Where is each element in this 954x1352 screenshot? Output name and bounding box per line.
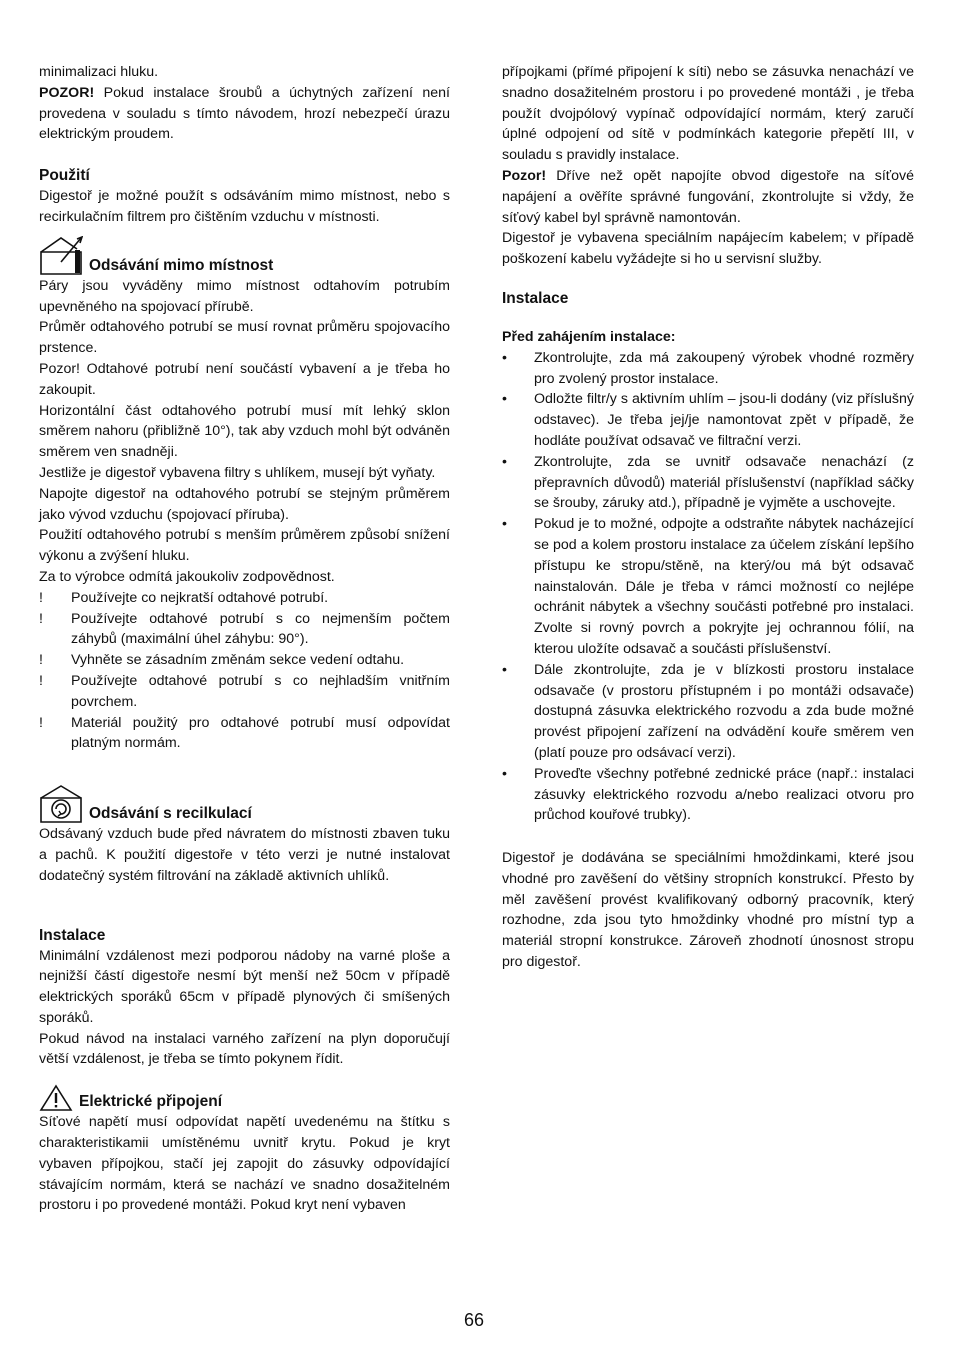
list-item-text: Používejte co nejkratší odtahové potrubí. bbox=[71, 589, 329, 606]
bullet-marker: • bbox=[502, 453, 507, 470]
exclamation-marker: ! bbox=[39, 714, 43, 731]
house-recirculation-icon bbox=[39, 784, 83, 824]
recirk-heading-row bbox=[39, 784, 450, 824]
mimo-paragraph: Napojte digestoř na odtahového potrubí se stejným průměrem jako vývod vzduchu (spojovací příruba). bbox=[39, 485, 450, 523]
exclamation-marker: ! bbox=[39, 652, 43, 669]
pred-heading: Před zahájením instalace: bbox=[502, 328, 676, 345]
instalace-paragraph: Minimální vzdálenost mezi podporou nádoby na varné ploše a nejnižší částí digestoře nesmí být menší než 50cm v případě elektrických sporáků 65cm v případě plynových či smíšených sporáků. bbox=[39, 947, 450, 1026]
list-item-text: Používejte odtahové potrubí s co nejhladším vnitřním povrchem. bbox=[71, 672, 450, 710]
exclamation-marker: ! bbox=[39, 589, 43, 606]
pouziti-text: Digestoř je možné použít s odsáváním mimo místnost, nebo s recirkulačním filtrem pro čištěním vzduchu v místnosti. bbox=[39, 188, 450, 225]
intro-line: minimalizaci hluku. bbox=[39, 64, 159, 80]
mimo-paragraphs bbox=[39, 276, 450, 588]
pozor-label: Pozor! bbox=[502, 167, 547, 184]
list-item bbox=[502, 452, 914, 514]
list-item bbox=[502, 389, 914, 451]
mimo-paragraph: Za to výrobce odmítá jakoukoliv zodpovědnost. bbox=[39, 568, 335, 585]
instalace-paragraph: Pokud návod na instalaci varného zařízení na plyn doporučují větší vzdálenost, je třeba se tímto pokynem řídit. bbox=[39, 1030, 450, 1068]
bullet-marker: • bbox=[502, 516, 507, 533]
list-item bbox=[39, 713, 450, 755]
mimo-heading: Odsávání mimo místnost bbox=[89, 256, 274, 274]
pouziti-heading: Použití bbox=[39, 167, 90, 185]
elektricke-heading-row bbox=[39, 1084, 450, 1112]
list-item bbox=[39, 588, 450, 609]
bullet-marker: • bbox=[502, 349, 507, 366]
mimo-heading-row bbox=[39, 236, 450, 276]
list-item-text: Zkontrolujte, zda má zakoupený výrobek vhodné rozměry pro zvolený prostor instalace. bbox=[534, 349, 914, 387]
list-item bbox=[502, 660, 914, 764]
list-item-text: Používejte odtahové potrubí s co nejmenším počtem záhybů (maximální úhel záhybu: 90°). bbox=[71, 610, 450, 648]
list-item bbox=[39, 609, 450, 651]
list-item-text: Pokud je to možné, odpojte a odstraňte nábytek nacházející se pod a kolem prostoru instalace za účelem získání lepšího přístupu ke stropu/stěně, na který/ou má být odsavač nainstalován. Dále je třeba v rámci možností co nejlépe ochránit nábytek a všechny součásti potřebné pro instalaci. Zvolte si rovný povrch a pokryjte jej ochrannou fólií, na kterou uložíte odsavač a součásti příslušenství. bbox=[534, 516, 914, 657]
mimo-paragraph: Jestliže je digestoř vybavena filtry s uhlíkem, musejí být vyňaty. bbox=[39, 464, 436, 481]
list-item-text: Vyhněte se zásadním změnám sekce vedení odtahu. bbox=[71, 652, 405, 669]
list-item bbox=[502, 514, 914, 660]
instalace-heading-left: Instalace bbox=[39, 926, 106, 944]
left-column bbox=[39, 62, 450, 1216]
list-item bbox=[502, 348, 914, 390]
list-item-text: Odložte filtr/y s aktivním uhlím – jsou-li dodány (viz příslušný odstavec). Je třeba jej/je namontovat zpět v případě, že hodláte používat odsavač ve filtrační verzi. bbox=[534, 391, 914, 449]
page-number: 66 bbox=[464, 1310, 485, 1330]
bullet-marker: • bbox=[502, 765, 507, 782]
elektricke-text: Síťové napětí musí odpovídat napětí uvedenému na štítku s charakteristikamii umístěnému uvnitř krytu. Pokud je kryt vybaven přípojkou, stačí jej zapojit do zásuvky odpovídající stávajícím normám, která se nachází ve snadno dosažitelném prostoru i po provedené montáži. Pokud kryt není vybaven bbox=[39, 1114, 450, 1214]
exclamation-marker: ! bbox=[39, 610, 43, 627]
pozor-text: Dříve než opět napojíte obvod digestoře na síťové napájení a ověříte správné fungování, zkontrolujte si vždy, že síťový kabel byl správně namontován. bbox=[502, 167, 914, 226]
bullet-marker: • bbox=[502, 661, 507, 678]
list-item bbox=[502, 764, 914, 826]
list-item-text: Dále zkontrolujte, zda je v blízkosti prostoru instalace odsavače (v prostoru přístupném i po montáži odsavače) dostupná zásuvka elektrického rozvodu a zda bude možné provést připojení zařízení na odvádění kouře směrem ven (platí pouze pro odsávací verzi). bbox=[534, 661, 914, 761]
recirk-text: Odsávaný vzduch bude před návratem do místnosti zbaven tuku a pachů. K použití digestoře v této verzi je nutné instalovat dodatečný systém filtrování na základě aktivních uhlíků. bbox=[39, 826, 450, 884]
elektricke-heading: Elektrické připojení bbox=[79, 1093, 222, 1111]
list-item-text: Proveďte všechny potřebné zednické práce (např.: instalaci zásuvky elektrického rozvodu a/nebo realizaci otvoru pro průchod kouřové trubky). bbox=[534, 765, 914, 824]
list-item-text: Materiál použitý pro odtahové potrubí musí odpovídat platným normám. bbox=[71, 714, 450, 752]
recirk-heading: Odsávání s recilkulací bbox=[89, 805, 252, 823]
list-item-text: Zkontrolujte, zda se uvnitř odsavače nenachází (z přepravních důvodů) materiál příslušenství (například sáčky se šrouby, záruky atd.), případně je vyjměte a uschovejte. bbox=[534, 453, 914, 512]
house-outside-venting-icon bbox=[39, 236, 83, 276]
mimo-paragraph: Průměr odtahového potrubí se musí rovnat průměru spojovacího prstence. bbox=[39, 319, 450, 357]
pozor-paragraph bbox=[502, 166, 914, 228]
exclamation-marker: ! bbox=[39, 672, 43, 689]
mimo-paragraph: Použití odtahového potrubí s menším průměrem způsobí snížení výkonu a zvýšení hluku. bbox=[39, 527, 450, 565]
continued-text: přípojkami (přímé připojení k síti) nebo se zásuvka nenachází ve snadno dosažitelném prostoru i po provedené montáži , je třeba použít dvojpólový vypínač odpovídající normám, který zaručí úplné odpojení od sítě v podmínkách kategorie přepětí III, v souladu s pravidly instalace. bbox=[502, 64, 914, 164]
pred-bullet-list bbox=[502, 348, 914, 826]
list-item bbox=[39, 671, 450, 713]
warning-triangle-icon bbox=[39, 1084, 73, 1112]
instalace-heading-right: Instalace bbox=[502, 289, 569, 307]
mimo-paragraph: Páry jsou vyváděny mimo místnost odtahovím potrubím upevněného na spojovací přírubě. bbox=[39, 277, 450, 315]
warning-label: POZOR! bbox=[39, 84, 95, 101]
bullet-marker: • bbox=[502, 391, 507, 408]
mimo-paragraph: Horizontální část odtahového potrubí musí mít lehký sklon směrem nahoru (přibližně 10°), tak aby vzduch mohl být odváněn směrem ven snadněji. bbox=[39, 402, 450, 461]
right-column bbox=[502, 62, 914, 973]
kabel-text: Digestoř je vybavena speciálním napájecím kabelem; v případě poškození kabelu vyžádejte si ho u servisní služby. bbox=[502, 230, 914, 268]
list-item bbox=[39, 650, 450, 671]
mimo-list bbox=[39, 588, 450, 754]
mimo-paragraph: Pozor! Odtahové potrubí není součástí vybavení a je třeba ho zakoupit. bbox=[39, 360, 450, 398]
warning-text: Pokud instalace šroubů a úchytných zařízení není provedena v souladu s tímto návodem, hrozí nebezpečí úrazu elektrickým proudem. bbox=[39, 84, 450, 143]
hmozdinky-text: Digestoř je dodávána se speciálními hmoždinkami, které jsou vhodné pro zavěšení do většiny stropních konstrukcí. Přesto by měl zavěšení provést kvalifikovaný odborný pracovník, který rozhodne, zda jsou tyto hmoždinky vhodné pro místní typ a materiál stropní konstrukce. Zároveň zhodnotí únosnost stropu pro digestoř. bbox=[502, 850, 914, 971]
warning-paragraph bbox=[39, 83, 450, 145]
